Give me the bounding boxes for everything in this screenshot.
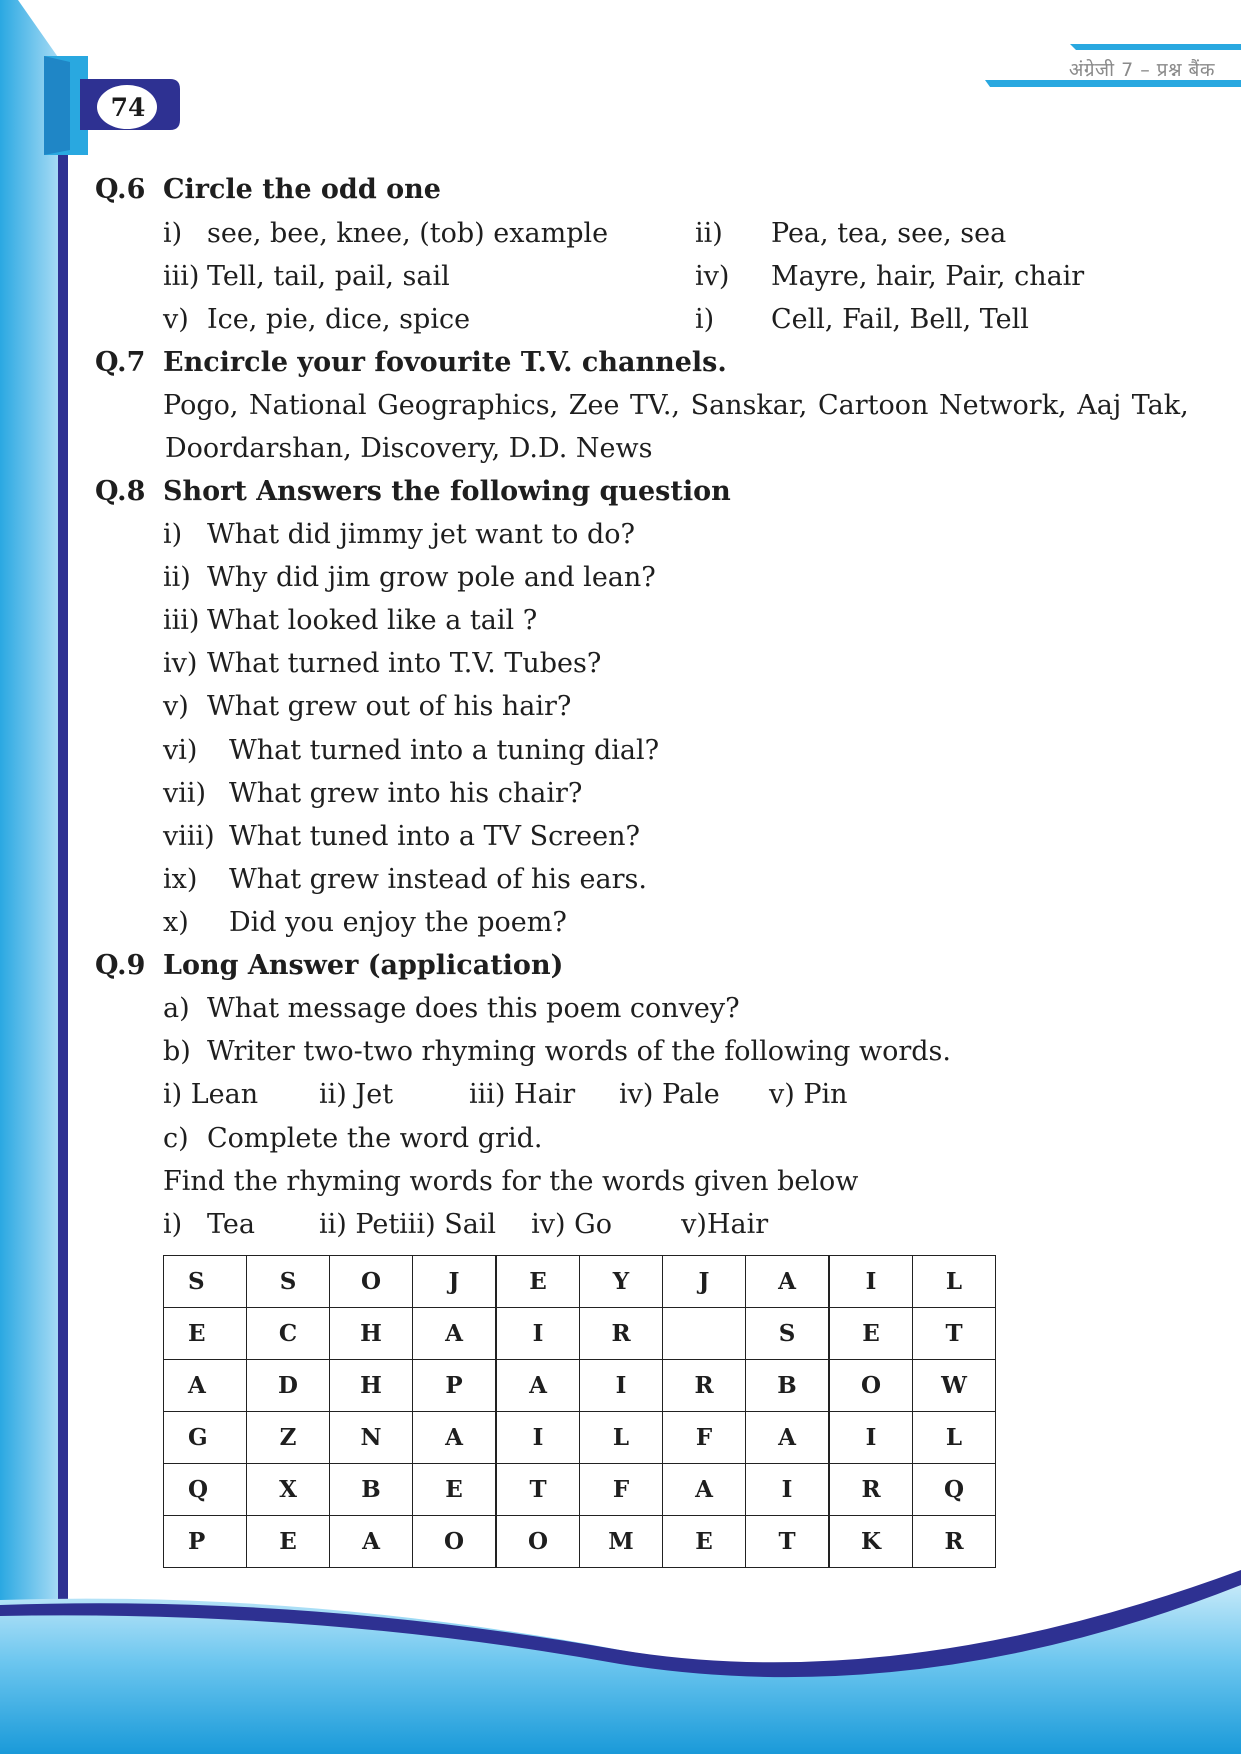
grid-cell: G (164, 1412, 247, 1464)
q6-number: Q.6 (95, 174, 146, 205)
grid-cell: R (663, 1360, 746, 1412)
q7-channels-line2: Doordarshan, Discovery, D.D. News (165, 433, 653, 464)
grid-cell: O (413, 1516, 497, 1568)
q9-part-b: b) Writer two-two rhyming words of the following words. (163, 1036, 951, 1067)
q8-number: Q.8 (95, 476, 146, 507)
list-item: ix) What grew instead of his ears. (163, 864, 647, 895)
grid-cell: E (496, 1256, 580, 1308)
grid-cell: J (663, 1256, 746, 1308)
grid-cell: D (247, 1360, 330, 1412)
grid-cell: E (164, 1308, 247, 1360)
list-item: iii) Tell, tail, pail, sail (163, 261, 450, 292)
page-number: 74 (110, 93, 146, 122)
q9-find-words: i) Tea ii) Petiii) Sail iv) Go v)Hair (163, 1209, 769, 1240)
grid-row (164, 1360, 996, 1412)
grid-cell: E (663, 1516, 746, 1568)
q6-title: Circle the odd one (163, 174, 441, 205)
grid-row (164, 1464, 996, 1516)
list-item: vi) What turned into a tuning dial? (163, 735, 660, 766)
book-title: अंग्रेजी 7 – प्रश्न बैंक (1068, 59, 1215, 81)
grid-cell (663, 1308, 746, 1360)
grid-cell: B (746, 1360, 830, 1412)
grid-row (164, 1308, 996, 1360)
grid-cell: R (913, 1516, 996, 1568)
grid-cell: A (413, 1308, 497, 1360)
grid-cell: A (164, 1360, 247, 1412)
grid-cell: O (829, 1360, 913, 1412)
grid-cell: L (913, 1412, 996, 1464)
grid-cell: T (496, 1464, 580, 1516)
grid-cell: E (413, 1464, 497, 1516)
grid-cell: F (580, 1464, 663, 1516)
grid-cell: I (496, 1412, 580, 1464)
q9-number: Q.9 (95, 950, 146, 981)
grid-cell: E (247, 1516, 330, 1568)
grid-cell: S (247, 1256, 330, 1308)
q7-title: Encircle your fovourite T.V. channels. (163, 347, 727, 378)
grid-cell: O (496, 1516, 580, 1568)
list-item: ii) Why did jim grow pole and lean? (163, 562, 656, 593)
grid-cell: L (580, 1412, 663, 1464)
list-item: viii) What tuned into a TV Screen? (163, 821, 640, 852)
b-word: iv) Pale (619, 1079, 720, 1110)
grid-cell: T (746, 1516, 830, 1568)
b-word: ii) Jet (319, 1079, 394, 1110)
grid-cell: E (829, 1308, 913, 1360)
list-item: v) Ice, pie, dice, spice (163, 304, 471, 335)
word-grid (163, 1255, 996, 1568)
q7-heading (95, 347, 727, 378)
grid-cell: H (330, 1308, 413, 1360)
grid-cell: H (330, 1360, 413, 1412)
b-word: v) Pin (769, 1079, 848, 1110)
grid-cell: P (164, 1516, 247, 1568)
q7-number: Q.7 (95, 347, 146, 378)
grid-cell: T (913, 1308, 996, 1360)
q9-part-a: a) What message does this poem convey? (163, 993, 740, 1024)
q9-find-instruction: Find the rhyming words for the words given below (163, 1166, 859, 1197)
grid-cell: I (829, 1256, 913, 1308)
grid-cell: Z (247, 1412, 330, 1464)
list-item: i) see, bee, knee, (tob) example (163, 218, 609, 249)
grid-cell: Y (580, 1256, 663, 1308)
b-word: i) Lean (163, 1079, 259, 1110)
b-word: iii) Hair (469, 1079, 576, 1110)
grid-cell: A (746, 1256, 830, 1308)
grid-row (164, 1516, 996, 1568)
grid-row (164, 1412, 996, 1464)
grid-cell: R (829, 1464, 913, 1516)
grid-cell: P (413, 1360, 497, 1412)
q9-b-words (163, 1079, 848, 1110)
grid-cell: I (829, 1412, 913, 1464)
grid-cell: S (164, 1256, 247, 1308)
grid-cell: R (580, 1308, 663, 1360)
grid-cell: K (829, 1516, 913, 1568)
grid-cell: I (746, 1464, 830, 1516)
grid-cell: S (746, 1308, 830, 1360)
q8-heading (95, 476, 731, 507)
grid-cell: I (496, 1308, 580, 1360)
grid-cell: M (580, 1516, 663, 1568)
grid-cell: C (247, 1308, 330, 1360)
grid-cell: A (496, 1360, 580, 1412)
grid-cell: L (913, 1256, 996, 1308)
q6-heading (95, 174, 441, 205)
q7-channels-line1: Pogo, National Geographics, Zee TV., Sanskar, Cartoon Network, Aaj Tak, (163, 390, 1189, 421)
grid-row (164, 1256, 996, 1308)
grid-cell: Q (164, 1464, 247, 1516)
grid-cell: B (330, 1464, 413, 1516)
grid-cell: J (413, 1256, 497, 1308)
list-item: v) What grew out of his hair? (163, 691, 572, 722)
q9-heading (95, 950, 563, 981)
grid-cell: A (746, 1412, 830, 1464)
list-item: i) What did jimmy jet want to do? (163, 519, 636, 550)
q9-part-c: c) Complete the word grid. (163, 1123, 543, 1154)
list-item: ii) Pea, tea, see, sea (695, 218, 1007, 249)
grid-cell: W (913, 1360, 996, 1412)
grid-cell: N (330, 1412, 413, 1464)
grid-cell: X (247, 1464, 330, 1516)
grid-cell: Q (913, 1464, 996, 1516)
q9-title: Long Answer (application) (163, 950, 564, 981)
q8-title: Short Answers the following question (163, 476, 731, 507)
grid-cell: A (413, 1412, 497, 1464)
grid-cell: O (330, 1256, 413, 1308)
grid-cell: I (580, 1360, 663, 1412)
list-item: iii) What looked like a tail ? (163, 605, 538, 636)
list-item: iv) What turned into T.V. Tubes? (163, 648, 602, 679)
list-item: vii) What grew into his chair? (163, 778, 583, 809)
grid-cell: A (330, 1516, 413, 1568)
list-item: iv) Mayre, hair, Pair, chair (695, 261, 1085, 292)
list-item: i) Cell, Fail, Bell, Tell (695, 304, 1029, 335)
grid-cell: F (663, 1412, 746, 1464)
grid-cell: A (663, 1464, 746, 1516)
list-item: x) Did you enjoy the poem? (163, 907, 567, 938)
